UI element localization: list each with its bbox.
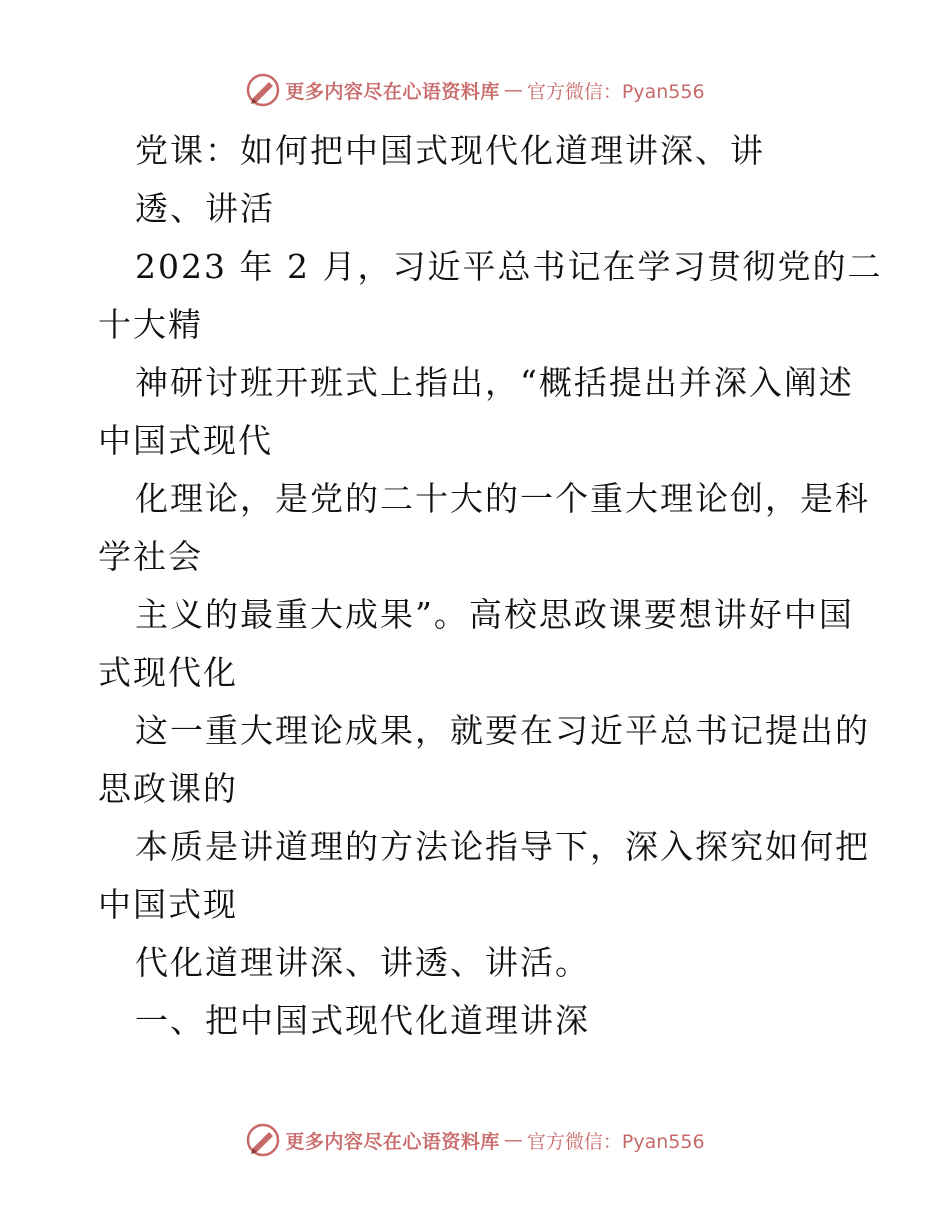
document-body [98, 122, 883, 1050]
watermark-site-name: 更多内容尽在心语资料库 [285, 80, 500, 103]
paragraph-line: 代化道理讲深、讲透、讲活。 [135, 943, 590, 982]
paragraph-line: 这一重大理论成果，就要在习近平总书记提出的 [135, 711, 870, 750]
paragraph-line: 神研讨班开班式上指出，“概括提出并深入阐述 [135, 363, 854, 402]
watermark-wechat-id: 官方微信：Pyan556 [526, 1130, 705, 1153]
watermark-wechat-id: 官方微信：Pyan556 [526, 80, 705, 103]
footer-watermark-banner [0, 1120, 950, 1160]
document-title-line-2: 透、讲活 [135, 189, 275, 228]
paragraph-line: 本质是讲道理的方法论指导下，深入探究如何把 [135, 827, 870, 866]
pen-logo-icon [245, 1122, 281, 1158]
paragraph-line: 式现代化 [98, 653, 238, 692]
paragraph-line: 思政课的 [98, 769, 238, 808]
pen-logo-icon [245, 72, 281, 108]
paragraph-line: 学社会 [98, 537, 203, 576]
section-heading: 一、把中国式现代化道理讲深 [135, 1001, 590, 1040]
paragraph-line: 主义的最重大成果”。高校思政课要想讲好中国 [135, 595, 854, 634]
paragraph-line: 中国式现代 [98, 421, 273, 460]
paragraph-line: 2023 年 2 月，习近平总书记在学习贯彻党的二 [135, 247, 883, 286]
watermark-separator: — [503, 1129, 523, 1151]
document-title-line-1: 党课：如何把中国式现代化道理讲深、讲 [135, 131, 765, 170]
watermark-site-name: 更多内容尽在心语资料库 [285, 1130, 500, 1153]
header-watermark-banner [0, 70, 950, 110]
watermark-separator: — [503, 79, 523, 101]
paragraph-line: 中国式现 [98, 885, 238, 924]
paragraph-line: 十大精 [98, 305, 203, 344]
paragraph-line: 化理论，是党的二十大的一个重大理论创，是科 [135, 479, 870, 518]
